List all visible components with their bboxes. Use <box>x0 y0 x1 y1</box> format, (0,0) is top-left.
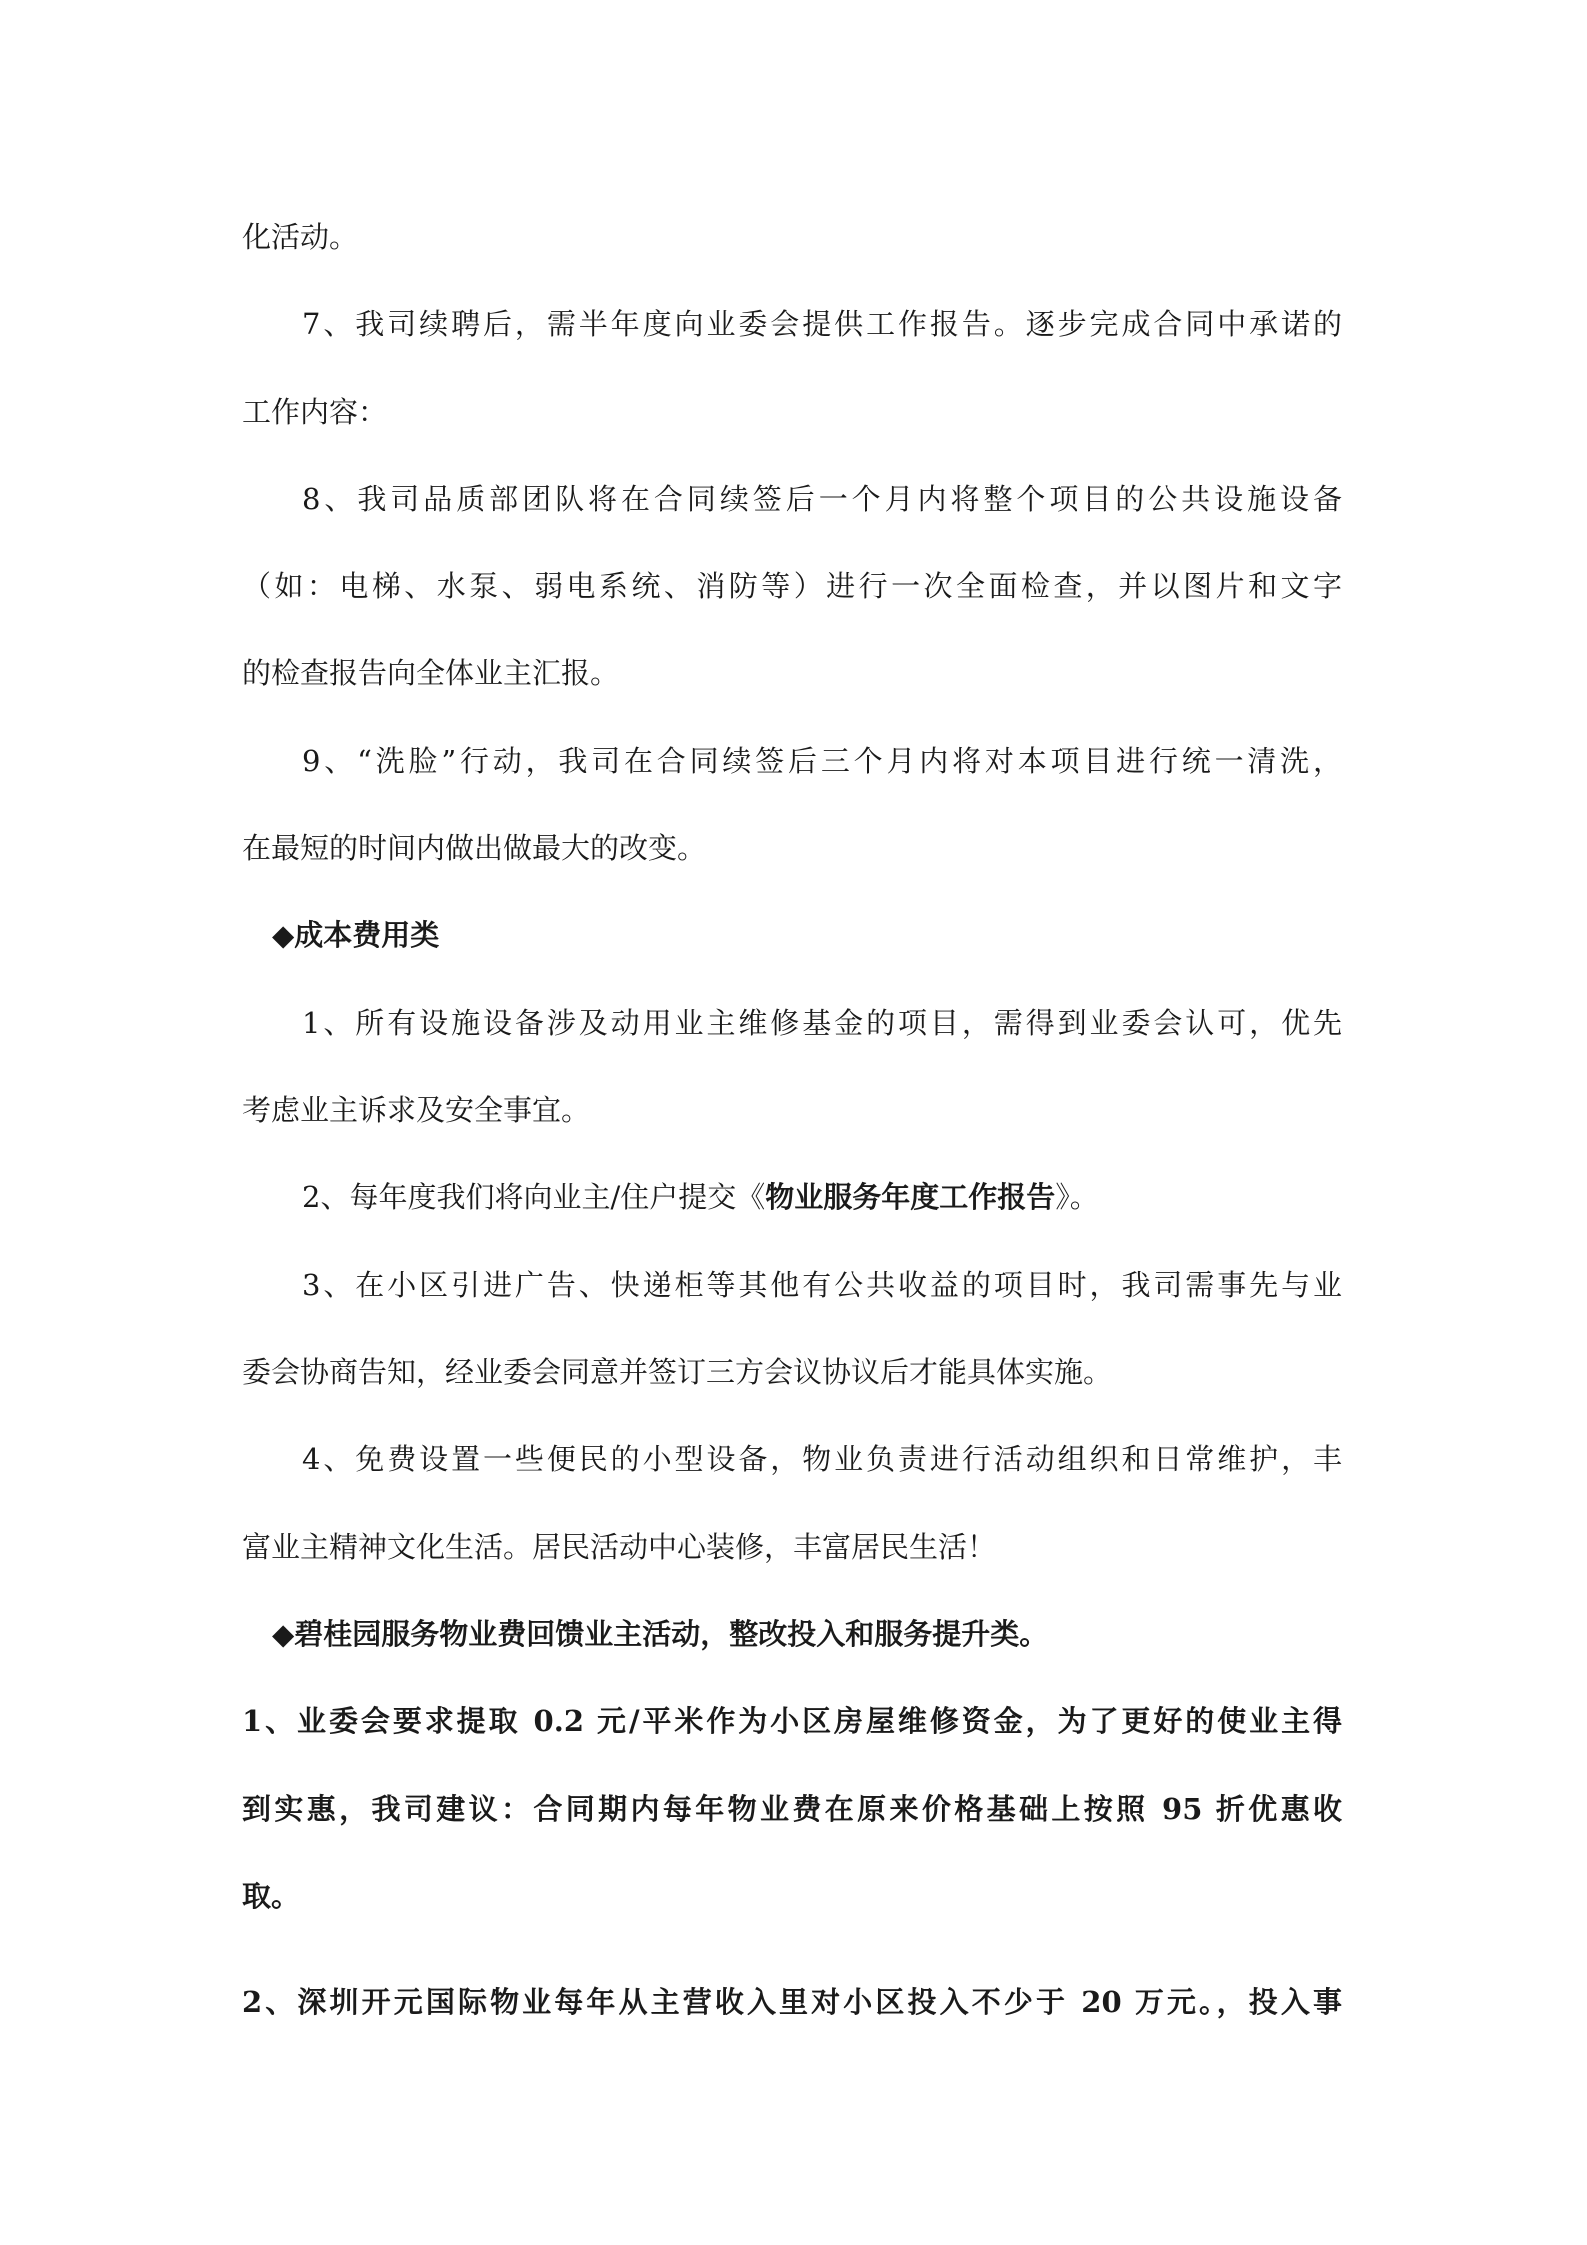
paragraph-line: 考虑业主诉求及安全事宜。 <box>242 1093 591 1127</box>
paragraph-line: （如：电梯、水泵、弱电系统、消防等）进行一次全面检查，并以图片和文字 <box>242 569 1342 603</box>
paragraph-line: 委会协商告知，经业委会同意并签订三方会议协议后才能具体实施。 <box>242 1355 1113 1389</box>
paragraph-line: 工作内容： <box>242 395 388 429</box>
paragraph-line: 富业主精神文化生活。居民活动中心装修，丰富居民生活！ <box>242 1530 997 1564</box>
paragraph-line: 化活动。 <box>242 220 359 254</box>
paragraph-line: 8、我司品质部团队将在合同续签后一个月内将整个项目的公共设施设备 <box>302 482 1342 516</box>
paragraph-line: 1、业委会要求提取 0.2 元/平米作为小区房屋维修资金，为了更好的使业主得 <box>242 1704 1342 1738</box>
paragraph-text: 》。 <box>1055 1180 1099 1214</box>
paragraph-line: 4、免费设置一些便民的小型设备，物业负责进行活动组织和日常维护，丰 <box>302 1442 1342 1476</box>
paragraph-line: 在最短的时间内做出做最大的改变。 <box>242 831 707 865</box>
paragraph-line: 7、我司续聘后，需半年度向业委会提供工作报告。逐步完成合同中承诺的 <box>302 307 1342 341</box>
paragraph-line: 取。 <box>242 1879 301 1913</box>
paragraph-text: 2、每年度我们将向业主/住户提交《 <box>302 1180 766 1214</box>
section-heading: ◆成本费用类 <box>272 918 440 952</box>
paragraph-line: 的检查报告向全体业主汇报。 <box>242 656 620 690</box>
paragraph-line <box>302 1177 1099 1217</box>
section-heading: ◆碧桂园服务物业费回馈业主活动，整改投入和服务提升类。 <box>272 1617 1049 1651</box>
paragraph-line: 3、在小区引进广告、快递柜等其他有公共收益的项目时，我司需事先与业 <box>302 1268 1342 1302</box>
paragraph-line: 2、深圳开元国际物业每年从主营收入里对小区投入不少于 20 万元。，投入事 <box>242 1985 1342 2019</box>
report-title: 物业服务年度工作报告 <box>765 1180 1056 1214</box>
paragraph-line: 1、所有设施设备涉及动用业主维修基金的项目，需得到业委会认可，优先 <box>302 1006 1342 1040</box>
paragraph-line: 到实惠，我司建议：合同期内每年物业费在原来价格基础上按照 95 折优惠收 <box>242 1792 1342 1826</box>
paragraph-line: 9、“洗脸”行动，我司在合同续签后三个月内将对本项目进行统一清洗， <box>302 744 1342 778</box>
